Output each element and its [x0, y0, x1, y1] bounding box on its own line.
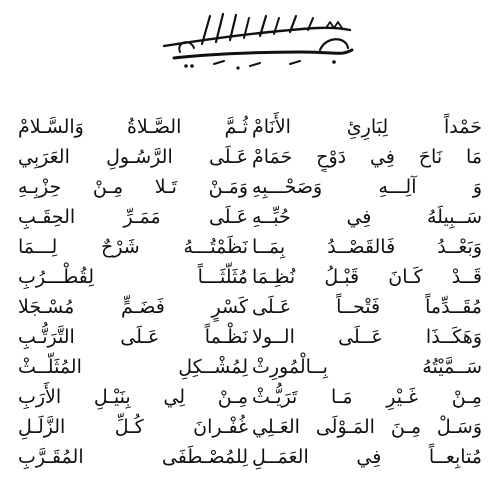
basmala-calligraphy-icon	[150, 6, 360, 76]
poem-verse: مِـنْ لِي بِنَيْـلِ الأَرَبِ	[18, 386, 248, 408]
poem-verse: مَا نَاحَ فِي دَوْحٍ حَمَامْ	[252, 146, 482, 168]
basmala-calligraphy	[150, 6, 360, 76]
poem-right-column	[252, 112, 482, 472]
poem-verse: قَــدْ كَـانَ قَبْـلُ نُظِـمَا	[252, 266, 482, 288]
poem-verse: لِلمُصْـطَفَى المُقَـرَّبِ	[18, 446, 248, 468]
poem-verse: عَـلَى مَمَـرِّ الحِقَـبِ	[18, 206, 248, 228]
poem-verse: وَ آلِـــهِ وَصَحْـــبِهِ	[252, 176, 482, 198]
poem-verse: لِمُشْــكِلِ المُثَلَّــثْ	[18, 356, 248, 378]
poem-verse: سَــمَّيْتُهُ بِــالْمُورِثْ	[252, 356, 482, 378]
poem-verse: مُتابِعــاً فِي العَمَــلِ	[252, 446, 482, 468]
poem-verse: كَسْرٍ فَضَـمٍّ مُسْـجَلا	[18, 296, 248, 318]
poem-verse: مُثَلَّثَـــاً لِقُطْـــرُبِ	[18, 266, 248, 288]
poem-verse: نَظْـماً عَـلَى التَّرَتُّـبِ	[18, 326, 248, 348]
poem-verse: وَمَـنْ تَـلا مِـنْ حِزْبِـهِ	[18, 176, 248, 198]
poem-verse: مُقَــدِّماً فَتْحــاً عَـلَى	[252, 296, 482, 318]
poem-verse: حَمْداً لِبَارِئِ الأَنَامْ	[252, 116, 482, 138]
poem-body	[0, 98, 500, 500]
poem-verse: نَظَمْتُـــهُ شَرْحٌ لِـــمَا	[18, 236, 248, 258]
poem-verse: وَسَـلْ مِـنَ المَـوْلَى العَـلِي	[252, 416, 482, 438]
poem-left-column	[18, 112, 248, 472]
poem-verse: عَـلَى الرَّسُـولِ العَرَبِي	[18, 146, 248, 168]
poem-verse: ثُـمَّ الصَّـلاةُ وَالسَّـلامْ	[18, 116, 248, 138]
poem-verse: غُفْـرانَ كُـلِّ الزَّلَـلِ	[18, 416, 248, 438]
poem-verse: وَهَكَــذَا عَــلَى الــولا	[252, 326, 482, 348]
poem-verse: وَبَعْــدُ فَالقَصْــدُ بِمَــا	[252, 236, 482, 258]
poem-verse: مِـنْ غَـيْرِ مَـا تَرَيُّـثْ	[252, 386, 482, 408]
poem-verse: سَــبِيلَهُ فِي حُبِّــهِ	[252, 206, 482, 228]
